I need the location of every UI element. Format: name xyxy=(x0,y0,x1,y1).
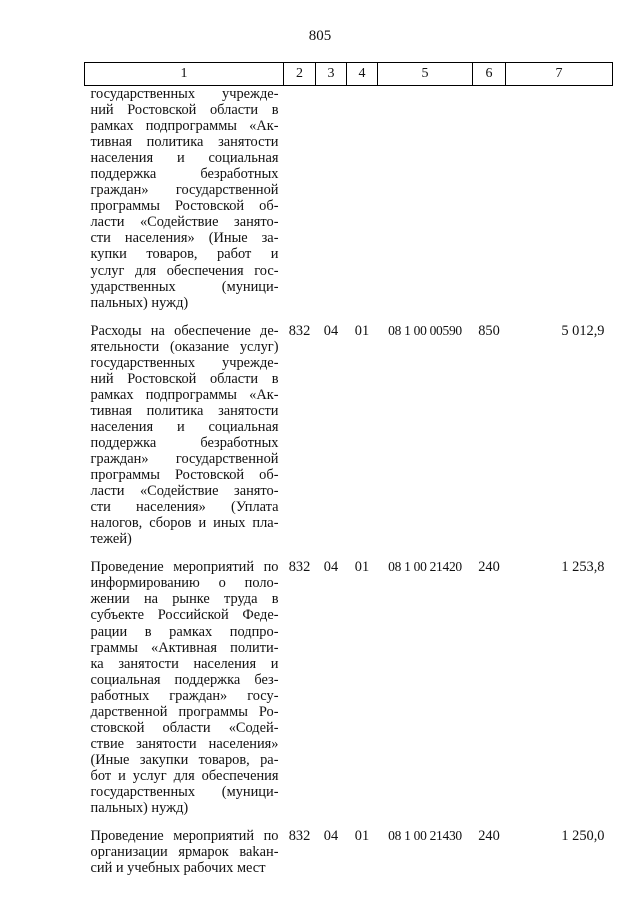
target-article-code: 08 1 00 00590 xyxy=(388,322,462,338)
column-header-1: 1 xyxy=(85,63,284,86)
page-number: 805 xyxy=(308,28,332,44)
column-header-2: 2 xyxy=(284,63,316,86)
ministry-code: 832 xyxy=(288,322,311,339)
column-header-3: 3 xyxy=(316,63,347,86)
section-code: 04 xyxy=(323,828,339,845)
table-header-row xyxy=(85,63,613,86)
description-line: граммы «Активная полити- xyxy=(90,639,279,656)
column-header-6: 6 xyxy=(473,63,506,86)
description-line: стовской области «Содей- xyxy=(90,719,279,736)
description-line: купки товаров, работ и xyxy=(90,246,279,263)
description-line: сти населения» (Уплата xyxy=(90,499,279,516)
description-line: тивная политика занятости xyxy=(90,134,279,151)
description-line: программы Ростовской об- xyxy=(90,467,279,484)
description-line: тивная политика занятости xyxy=(90,402,279,419)
expense-type-code: 240 xyxy=(478,559,500,576)
description-line: тежей) xyxy=(90,531,132,548)
description-line: субъекте Российской Феде- xyxy=(90,607,279,624)
description-line: пальных) нужд) xyxy=(90,294,189,311)
expense-type-code xyxy=(473,86,506,311)
description-line: государственных учрежде- xyxy=(90,354,279,371)
description-line: поддержка безработных xyxy=(90,166,279,183)
section-code xyxy=(316,86,347,311)
description-line: граждан» государственной xyxy=(90,451,279,468)
description-line: ласти «Содействие занято- xyxy=(90,483,279,500)
description-line: сти населения» (Иные за- xyxy=(90,230,279,247)
description-line: сий и учебных рабочих мест xyxy=(90,860,266,877)
budget-table xyxy=(84,62,613,876)
description-line: жении на рынке труда в xyxy=(90,591,279,608)
amount: 5 012,9 xyxy=(561,322,605,339)
description-line: дарственной программы Ро- xyxy=(90,703,279,720)
row-spacer xyxy=(85,816,613,828)
description-line: рамках подпрограммы «Ак- xyxy=(90,118,279,135)
description-line: ятельности (оказание услуг) xyxy=(90,338,279,355)
description-line: рации в рамках подпро- xyxy=(90,623,279,640)
column-header-4: 4 xyxy=(347,63,378,86)
section-code: 04 xyxy=(323,322,339,339)
subsection-code: 01 xyxy=(354,828,370,845)
amount: 1 253,8 xyxy=(561,559,605,576)
description-line: Проведение мероприятий по xyxy=(90,559,279,576)
expense-type-code: 850 xyxy=(478,322,500,339)
target-article-code xyxy=(378,86,473,311)
description-line: поддержка безработных xyxy=(90,434,279,451)
description-line: населения и социальная xyxy=(90,418,279,435)
description-line: Расходы на обеспечение де- xyxy=(90,322,279,339)
row-spacer xyxy=(85,311,613,323)
description-line: услуг для обеспечения гос- xyxy=(90,262,279,279)
description-line: населения и социальная xyxy=(90,150,279,167)
description-line: граждан» государственной xyxy=(90,182,279,199)
description-line: информированию о поло- xyxy=(90,575,279,592)
description-line: государственных (муници- xyxy=(90,783,279,800)
table-row xyxy=(85,559,613,816)
row-description xyxy=(85,559,284,816)
table-row xyxy=(85,323,613,548)
row-description xyxy=(85,323,284,548)
description-line: бот и услуг для обеспечения xyxy=(90,767,279,784)
description-line: ствие занятости населения» xyxy=(90,735,279,752)
subsection-code: 01 xyxy=(354,322,370,339)
subsection-code: 01 xyxy=(354,559,370,576)
description-line: социальная поддержка без- xyxy=(90,671,279,688)
description-line: организации ярмарок ваkан- xyxy=(90,844,279,861)
column-header-5: 5 xyxy=(378,63,473,86)
description-line: ударственных (муници- xyxy=(90,278,279,295)
table-row xyxy=(85,86,613,311)
section-code: 04 xyxy=(323,559,339,576)
table-row xyxy=(85,828,613,876)
row-description xyxy=(85,86,284,311)
description-line: (Иные закупки товаров, ра- xyxy=(90,751,279,768)
description-line: ний Ростовской области в xyxy=(90,370,279,387)
description-line: работных граждан» госу- xyxy=(90,687,279,704)
description-line: программы Ростовской об- xyxy=(90,198,279,215)
ministry-code: 832 xyxy=(288,828,311,845)
subsection-code xyxy=(347,86,378,311)
target-article-code: 08 1 00 21420 xyxy=(388,559,462,575)
description-line: рамках подпрограммы «Ак- xyxy=(90,386,279,403)
description-line: ка занятости населения и xyxy=(90,655,279,672)
ministry-code: 832 xyxy=(288,559,311,576)
amount xyxy=(506,86,613,311)
description-line: Проведение мероприятий по xyxy=(90,828,279,845)
column-header-7: 7 xyxy=(506,63,613,86)
amount: 1 250,0 xyxy=(561,828,605,845)
row-description xyxy=(85,828,284,876)
description-line: ний Ростовской области в xyxy=(90,102,279,119)
description-line: пальных) нужд) xyxy=(90,800,189,817)
expense-type-code: 240 xyxy=(478,828,500,845)
description-line: ласти «Содействие занято- xyxy=(90,214,279,231)
target-article-code: 08 1 00 21430 xyxy=(388,828,462,844)
description-line: налогов, сборов и иных пла- xyxy=(90,515,279,532)
ministry-code xyxy=(284,86,316,311)
row-spacer xyxy=(85,547,613,559)
description-line: государственных учрежде- xyxy=(90,86,279,102)
